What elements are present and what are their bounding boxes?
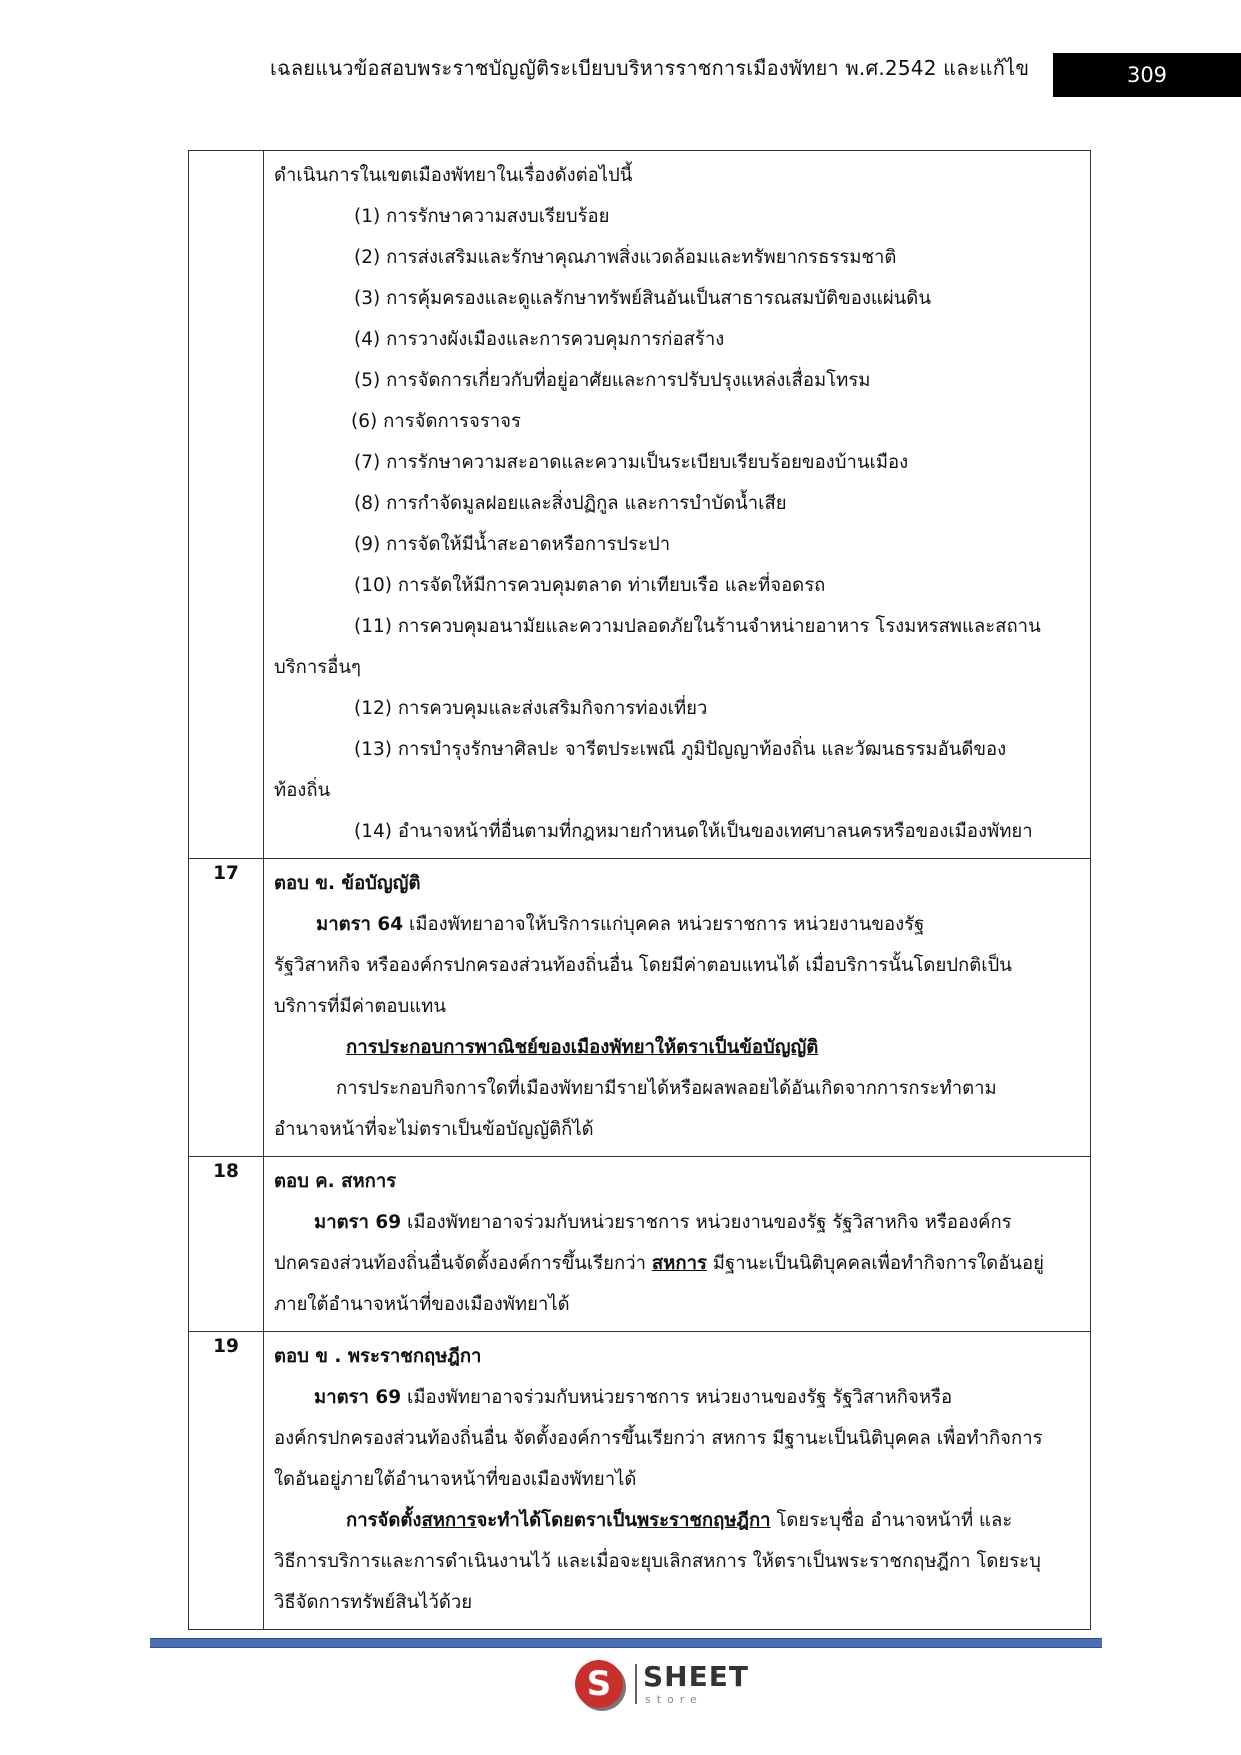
underlined-heading: การประกอบการพาณิชย์ของเมืองพัทยาให้ตราเป็นข้อบัญญัติ xyxy=(346,1037,819,1058)
answer-heading: ตอบ ข. ข้อบัญญัติ xyxy=(274,873,421,894)
question-number: 19 xyxy=(189,1332,264,1630)
answer-cell xyxy=(264,1157,1091,1332)
section-label: มาตรา 69 xyxy=(314,1387,402,1408)
paragraph-text: การประกอบกิจการใดที่เมืองพัทยามีรายได้หรือผลพลอยได้อันเกิดจากการกระทำตาม xyxy=(336,1078,997,1099)
paragraph-text: มีฐานะเป็นนิติบุคคลเพื่อทำกิจการใดอันอยู่ xyxy=(712,1253,1044,1274)
list-item: (14) อำนาจหน้าที่อื่นตามที่กฎหมายกำหนดให้เป็นของเทศบาลนครหรือของเมืองพัทยา xyxy=(354,821,1033,842)
list-item: (3) การคุ้มครองและดูแลรักษาทรัพย์สินอันเป็นสาธารณสมบัติของแผ่นดิน xyxy=(354,288,931,309)
answer-heading: ตอบ ค. สหการ xyxy=(274,1171,397,1192)
answer-heading: ตอบ ข . พระราชกฤษฎีกา xyxy=(274,1346,482,1367)
paragraph-text: เมืองพัทยาอาจให้บริการแก่บุคคล หน่วยราชการ หน่วยงานของรัฐ xyxy=(409,914,925,935)
paragraph-text: จะทำได้โดยตราเป็น xyxy=(476,1510,637,1531)
section-paragraph xyxy=(274,904,1080,945)
question-number: 18 xyxy=(189,1157,264,1332)
question-number: 17 xyxy=(189,859,264,1157)
emphasis-term: สหการ xyxy=(651,1253,707,1274)
list-item: (5) การจัดการเกี่ยวกับที่อยู่อาศัยและการปรับปรุงแหล่งเสื่อมโทรม xyxy=(354,370,871,391)
paragraph-line xyxy=(274,1243,1080,1284)
list-item: (13) การบำรุงรักษาศิลปะ จารีตประเพณี ภูมิปัญญาท้องถิ่น และวัฒนธรรมอันดีของ xyxy=(354,739,1007,760)
section-paragraph xyxy=(274,1202,1080,1243)
list-item: (2) การส่งเสริมและรักษาคุณภาพสิ่งแวดล้อมและทรัพยากรธรรมชาติ xyxy=(354,247,897,268)
answer-cell xyxy=(264,151,1091,859)
page-number: 309 xyxy=(1053,53,1241,97)
paragraph-line xyxy=(274,1500,1080,1541)
paragraph-text: โดยระบุชื่อ อำนาจหน้าที่ และ xyxy=(770,1510,1013,1531)
paragraph-text: องค์กรปกครองส่วนท้องถิ่นอื่น จัดตั้งองค์การขึ้นเรียกว่า สหการ มีฐานะเป็นนิติบุคคล เพื่อทำกิจการ xyxy=(274,1428,1043,1449)
list-item: (12) การควบคุมและส่งเสริมกิจการท่องเที่ยว xyxy=(354,698,708,719)
paragraph-text: วิธีจัดการทรัพย์สินไว้ด้วย xyxy=(274,1592,473,1613)
section-paragraph xyxy=(274,1377,1080,1418)
paragraph-text: การจัดตั้ง xyxy=(346,1510,422,1531)
paragraph-text: อำนาจหน้าที่จะไม่ตราเป็นข้อบัญญัติก็ได้ xyxy=(274,1119,594,1140)
answer-cell xyxy=(264,859,1091,1157)
answer-cell xyxy=(264,1332,1091,1630)
paragraph-text: วิธีการบริการและการดำเนินงานไว้ และเมื่อจะยุบเลิกสหการ ให้ตราเป็นพระราชกฤษฎีกา โดยระบุ xyxy=(274,1551,1041,1572)
list-item: (7) การรักษาความสะอาดและความเป็นระเบียบเรียบร้อยของบ้านเมือง xyxy=(354,452,909,473)
paragraph-text: ปกครองส่วนท้องถิ่นอื่นจัดตั้งองค์การขึ้นเรียกว่า xyxy=(274,1253,646,1274)
logo-s-icon: S xyxy=(575,1660,623,1708)
table-row xyxy=(189,151,1091,859)
list-item: (6) การจัดการจราจร xyxy=(351,411,521,432)
table-row xyxy=(189,859,1091,1157)
section-label: มาตรา 64 xyxy=(316,914,404,935)
list-item: (11) การควบคุมอนามัยและความปลอดภัยในร้านจำหน่ายอาหาร โรงมหรสพและสถาน xyxy=(354,616,1041,637)
list-item-continuation: ท้องถิ่น xyxy=(274,780,331,801)
list-item: (1) การรักษาความสงบเรียบร้อย xyxy=(354,206,610,227)
paragraph-text: เมืองพัทยาอาจร่วมกับหน่วยราชการ หน่วยงานของรัฐ รัฐวิสาหกิจหรือ xyxy=(407,1387,953,1408)
intro-text: ดำเนินการในเขตเมืองพัทยาในเรื่องดังต่อไปนี้ xyxy=(274,165,633,186)
question-number xyxy=(189,151,264,859)
logo-subtext: store xyxy=(645,1693,703,1706)
header-title: เฉลยแนวข้อสอบพระราชบัญญัติระเบียบบริหารราชการเมืองพัทยา พ.ศ.2542 และแก้ไข xyxy=(270,56,1030,80)
list-item: (9) การจัดให้มีน้ำสะอาดหรือการประปา xyxy=(354,534,671,555)
paragraph-text: ใดอันอยู่ภายใต้อำนาจหน้าที่ของเมืองพัทยาได้ xyxy=(274,1469,637,1490)
emphasis-term: พระราชกฤษฎีกา xyxy=(636,1510,771,1531)
paragraph-text: เมืองพัทยาอาจร่วมกับหน่วยราชการ หน่วยงานของรัฐ รัฐวิสาหกิจ หรือองค์กร xyxy=(407,1212,1012,1233)
list-item: (4) การวางผังเมืองและการควบคุมการก่อสร้าง xyxy=(354,329,725,350)
footer-rule xyxy=(150,1638,1102,1648)
paragraph-text: บริการที่มีค่าตอบแทน xyxy=(274,996,446,1017)
logo-text: SHEET xyxy=(643,1660,749,1693)
list-item-continuation: บริการอื่นๆ xyxy=(274,657,361,678)
paragraph-text: ภายใต้อำนาจหน้าที่ของเมืองพัทยาได้ xyxy=(274,1294,570,1315)
logo-divider xyxy=(635,1664,637,1704)
table-row xyxy=(189,1332,1091,1630)
answer-table xyxy=(188,150,1091,1630)
emphasis-term: สหการ xyxy=(421,1510,477,1531)
list-item: (8) การกำจัดมูลฝอยและสิ่งปฏิกูล และการบำบัดน้ำเสีย xyxy=(354,493,787,514)
table-row xyxy=(189,1157,1091,1332)
section-label: มาตรา 69 xyxy=(314,1212,402,1233)
list-item: (10) การจัดให้มีการควบคุมตลาด ท่าเทียบเรือ และที่จอดรถ xyxy=(354,575,826,596)
paragraph-text: รัฐวิสาหกิจ หรือองค์กรปกครองส่วนท้องถิ่นอื่น โดยมีค่าตอบแทนได้ เมื่อบริการนั้นโดยปกติเป็น xyxy=(274,955,1012,976)
